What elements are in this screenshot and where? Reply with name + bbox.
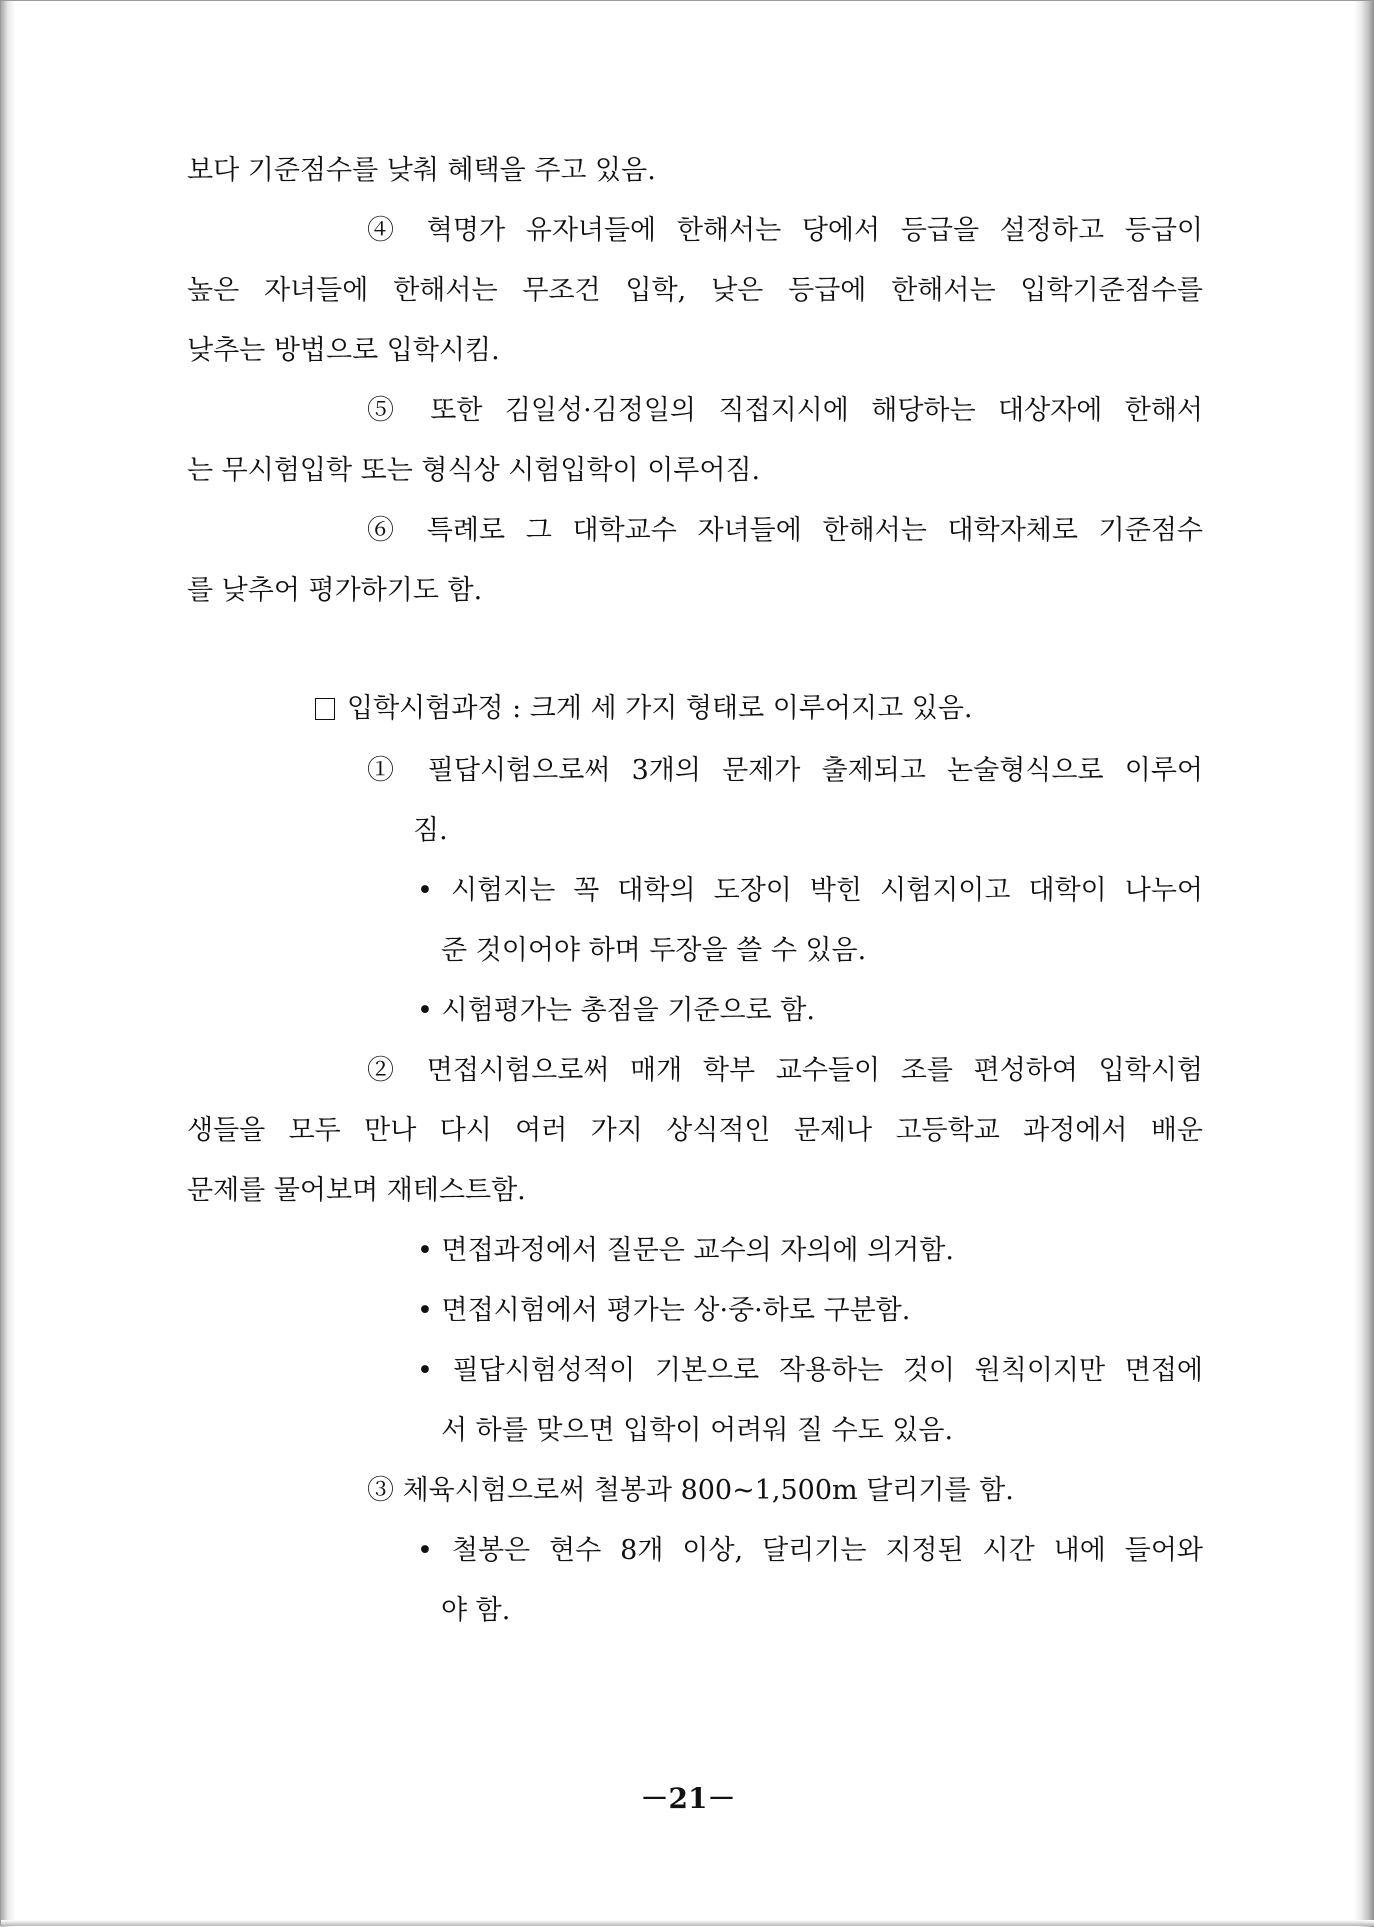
text-line: ④ 혁명가 유자녀들에 한해서는 당에서 등급을 설정하고 등급이 xyxy=(367,215,1203,246)
text-line: ③ 체육시험으로써 철봉과 800~1,500m 달리기를 함. xyxy=(367,1475,1014,1506)
text-line: 낮추는 방법으로 입학시킴. xyxy=(187,335,500,366)
bullet-continuation: 야 함. xyxy=(441,1595,511,1626)
page-right-shadow xyxy=(1354,1,1374,1927)
bullet-continuation: 서 하를 맞으면 입학이 어려워 질 수도 있음. xyxy=(441,1415,954,1446)
section-heading-text: 입학시험과정 : 크게 세 가지 형태로 이루어지고 있음. xyxy=(347,693,973,724)
text-line: ② 면접시험으로써 매개 학부 교수들이 조를 편성하여 입학시험 xyxy=(367,1055,1203,1086)
bullet-line: • 시험평가는 총점을 기준으로 함. xyxy=(417,995,815,1026)
bullet-line: • 필답시험성적이 기본으로 작용하는 것이 원칙이지만 면접에 xyxy=(417,1355,1203,1386)
text-line: ⑥ 특례로 그 대학교수 자녀들에 한해서는 대학자체로 기준점수 xyxy=(367,515,1203,546)
bullet-line: • 면접시험에서 평가는 상·중·하로 구분함. xyxy=(417,1295,911,1326)
page-left-shadow xyxy=(1,1,15,1927)
bullet-line: • 시험지는 꼭 대학의 도장이 박힌 시험지이고 대학이 나누어 xyxy=(417,875,1203,906)
page-number: －21－ xyxy=(640,1782,736,1815)
bullet-line: • 면접과정에서 질문은 교수의 자의에 의거함. xyxy=(417,1235,954,1266)
text-line: 문제를 물어보며 재테스트함. xyxy=(187,1175,526,1206)
text-line: 는 무시험입학 또는 형식상 시험입학이 이루어짐. xyxy=(187,455,761,486)
section-heading xyxy=(315,691,972,727)
text-line: 짐. xyxy=(413,815,448,846)
text-line: 높은 자녀들에 한해서는 무조건 입학, 낮은 등급에 한해서는 입학기준점수를 xyxy=(187,275,1203,306)
checkbox-square-icon xyxy=(315,698,335,720)
page-bottom-shadow xyxy=(1,1920,1374,1926)
text-line: 보다 기준점수를 낮춰 혜택을 주고 있음. xyxy=(187,155,656,186)
text-line: ⑤ 또한 김일성·김정일의 직접지시에 해당하는 대상자에 한해서 xyxy=(367,395,1203,426)
bullet-continuation: 준 것이어야 하며 두장을 쓸 수 있음. xyxy=(441,935,867,966)
bullet-line: • 철봉은 현수 8개 이상, 달리기는 지정된 시간 내에 들어와 xyxy=(417,1535,1203,1566)
text-line: 생들을 모두 만나 다시 여러 가지 상식적인 문제나 고등학교 과정에서 배운 xyxy=(187,1115,1203,1146)
text-line: 를 낮추어 평가하기도 함. xyxy=(187,575,483,606)
text-line: ① 필답시험으로써 3개의 문제가 출제되고 논술형식으로 이루어 xyxy=(367,755,1203,786)
